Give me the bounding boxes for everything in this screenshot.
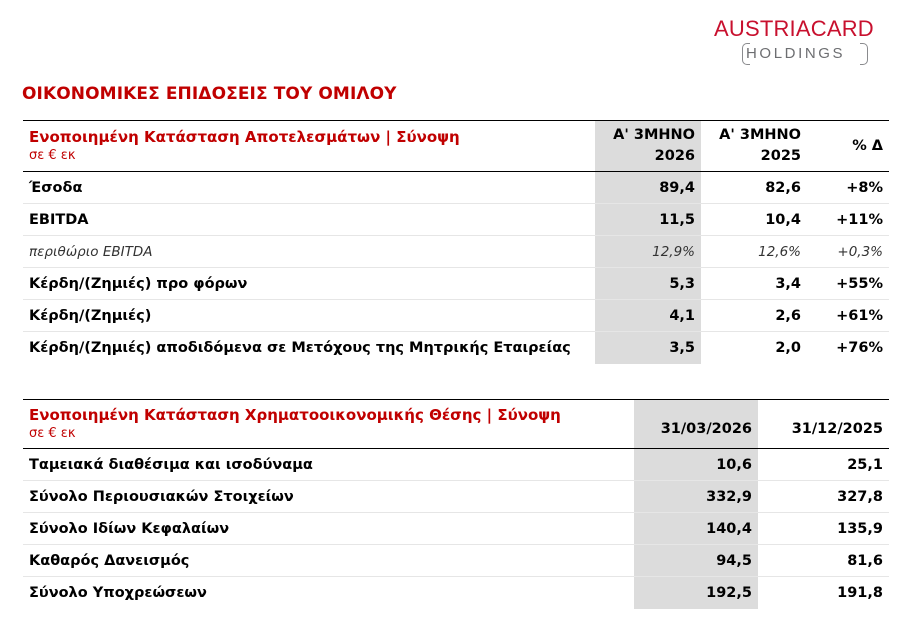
income-col-header-2026: Α' 3ΜΗΝΟ 2026	[595, 121, 701, 171]
value-change: +0,3%	[837, 243, 883, 260]
table-row	[23, 481, 889, 513]
income-table-title: Ενοποιημένη Κατάσταση Αποτελεσμάτων | Σύνοψη	[29, 128, 460, 146]
row-label: Έσοδα	[29, 179, 83, 196]
table-row	[23, 236, 889, 268]
row-label: EBITDA	[29, 211, 89, 228]
row-label: Καθαρός Δανεισμός	[29, 552, 190, 569]
table-row	[23, 449, 889, 481]
row-label: Σύνολο Περιουσιακών Στοιχείων	[29, 488, 294, 505]
value-change: +8%	[846, 179, 883, 196]
value-current: 192,5	[634, 577, 758, 609]
value-change: +55%	[836, 275, 883, 292]
value-2025: 2,0	[775, 340, 801, 356]
table-row	[23, 300, 889, 332]
logo-holdings-text: HOLDINGS	[746, 45, 846, 62]
row-label: περιθώριο EBITDA	[29, 243, 153, 260]
value-current: 10,6	[634, 449, 758, 480]
value-change: +61%	[836, 307, 883, 324]
income-table-unit: σε € εκ	[29, 148, 76, 163]
row-label: Κέρδη/(Ζημιές) αποδιδόμενα σε Μετόχους της Μητρικής Εταιρείας	[29, 340, 571, 356]
value-prior: 135,9	[837, 520, 883, 537]
logo-wordmark	[714, 16, 874, 42]
company-logo	[712, 16, 902, 74]
balance-table-unit: σε € εκ	[29, 426, 76, 441]
balance-header-label-cell	[23, 400, 634, 448]
income-header-label-cell	[23, 121, 595, 171]
value-2026: 89,4	[595, 172, 701, 203]
row-label: Σύνολο Υποχρεώσεων	[29, 585, 207, 601]
balance-sheet-table	[23, 399, 889, 609]
value-2025: 2,6	[775, 307, 801, 324]
value-2026: 3,5	[595, 332, 701, 364]
value-2025: 3,4	[775, 275, 801, 292]
row-label: Σύνολο Ιδίων Κεφαλαίων	[29, 520, 230, 537]
value-2026: 12,9%	[595, 236, 701, 267]
value-2025: 10,4	[765, 211, 801, 228]
value-2026: 4,1	[595, 300, 701, 331]
value-change: +76%	[836, 340, 883, 356]
value-2025: 12,6%	[758, 243, 801, 260]
table-row	[23, 332, 889, 364]
table-row	[23, 577, 889, 609]
row-label: Κέρδη/(Ζημιές) προ φόρων	[29, 275, 248, 292]
value-prior: 327,8	[837, 488, 883, 505]
income-col-header-change: % Δ	[852, 137, 883, 154]
logo-card-text: CARD	[810, 16, 874, 41]
table-row	[23, 513, 889, 545]
value-prior: 25,1	[847, 456, 883, 473]
value-prior: 191,8	[837, 585, 883, 601]
table-row	[23, 204, 889, 236]
income-col-header-2025: Α' 3ΜΗΝΟ 2025	[719, 127, 801, 164]
value-change: +11%	[836, 211, 883, 228]
balance-table-title: Ενοποιημένη Κατάσταση Χρηματοοικονομικής Θέσης | Σύνοψη	[29, 406, 561, 424]
balance-table-header	[23, 399, 889, 449]
table-row	[23, 545, 889, 577]
value-current: 140,4	[634, 513, 758, 544]
value-2026: 5,3	[595, 268, 701, 299]
page-title: ΟΙΚΟΝΟΜΙΚΕΣ ΕΠΙΔΟΣΕΙΣ ΤΟΥ ΟΜΙΛΟΥ	[22, 84, 397, 104]
value-current: 332,9	[634, 481, 758, 512]
table-row	[23, 268, 889, 300]
income-table-header	[23, 120, 889, 172]
value-current: 94,5	[634, 545, 758, 576]
row-label: Κέρδη/(Ζημιές)	[29, 307, 152, 324]
row-label: Ταμειακά διαθέσιμα και ισοδύναμα	[29, 456, 313, 473]
balance-col-header-current: 31/03/2026	[634, 400, 758, 448]
value-prior: 81,6	[847, 552, 883, 569]
table-row	[23, 172, 889, 204]
logo-bracket-right	[860, 43, 868, 65]
value-2025: 82,6	[765, 179, 801, 196]
balance-col-header-prior: 31/12/2025	[791, 421, 883, 437]
logo-austria-text: AUSTRIA	[714, 16, 811, 41]
value-2026: 11,5	[595, 204, 701, 235]
income-statement-table	[23, 120, 889, 364]
